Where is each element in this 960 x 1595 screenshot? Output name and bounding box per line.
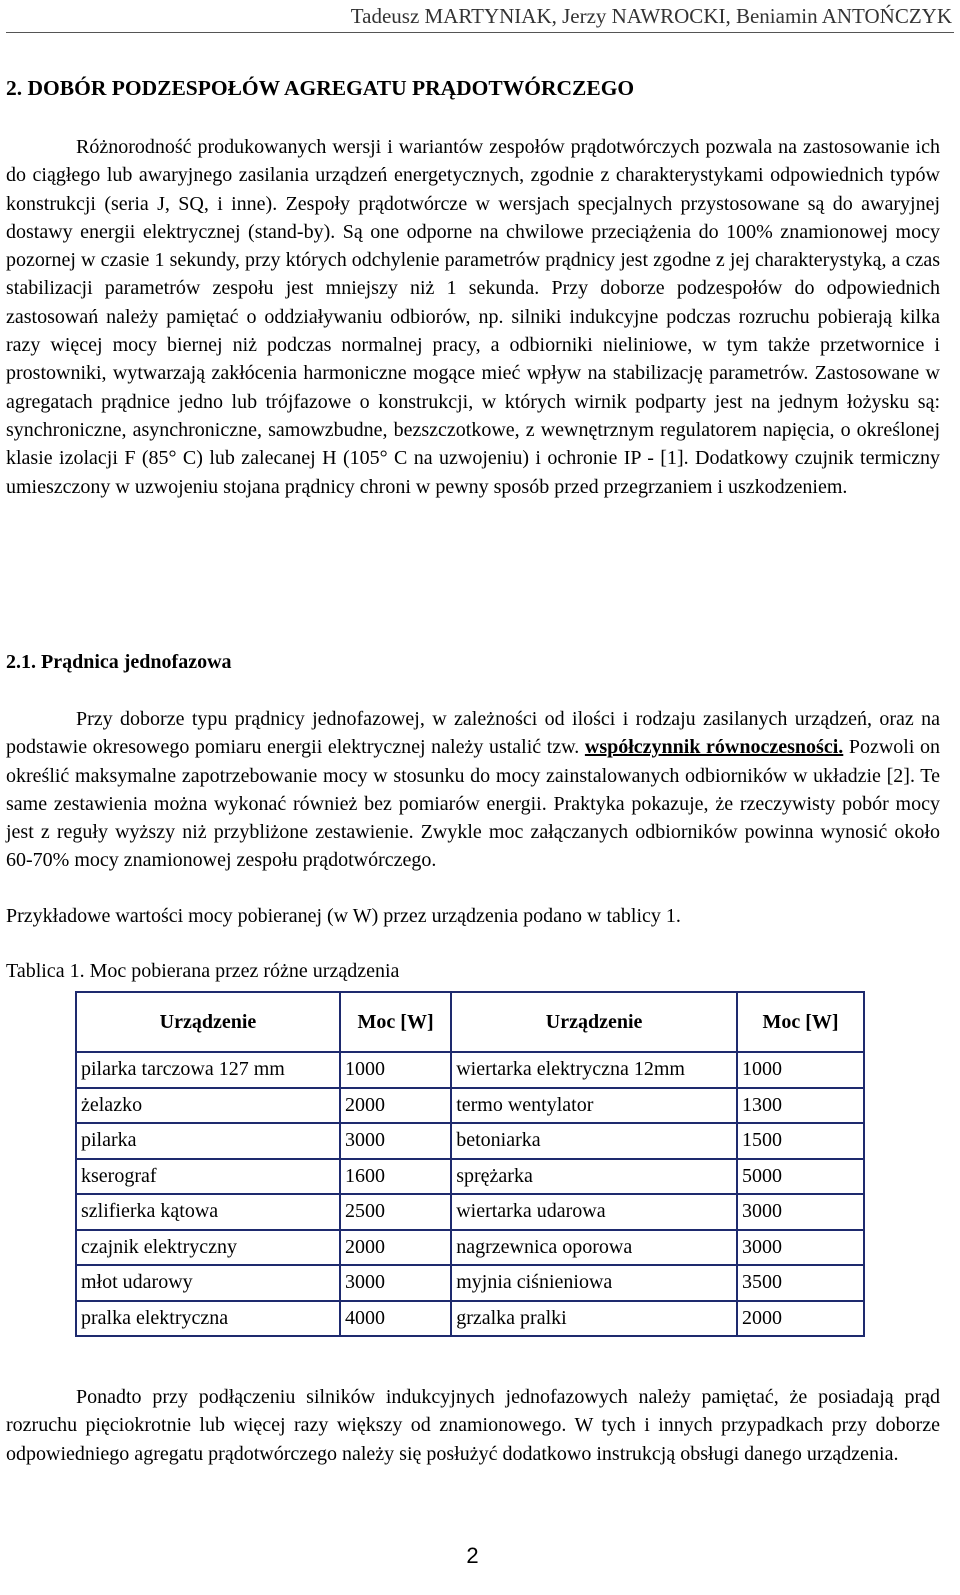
cell-device: sprężarka: [451, 1159, 737, 1195]
cell-device: młot udarowy: [76, 1265, 340, 1301]
table-row: [76, 1159, 864, 1195]
table-row: [76, 1301, 864, 1337]
paragraph-generator: [6, 705, 940, 875]
cell-power: 1000: [737, 1052, 864, 1088]
cell-power: 2000: [340, 1230, 451, 1266]
cell-power: 3000: [340, 1265, 451, 1301]
cell-device: szlifierka kątowa: [76, 1194, 340, 1230]
cell-device: myjnia ciśnieniowa: [451, 1265, 737, 1301]
cell-power: 2000: [737, 1301, 864, 1337]
cell-power: 1300: [737, 1088, 864, 1124]
cell-device: grzalka pralki: [451, 1301, 737, 1337]
cell-device: kserograf: [76, 1159, 340, 1195]
table-row: [76, 1123, 864, 1159]
paragraph-generator-text-b: Pozwoli on określić maksymalne zapotrzebowanie mocy w stosunku do mocy zainstalowanych odbiorników w układzie [2]. Te same zestawienia można wykonać również bez pomiarów energii. Praktyka pokazuje, że rzeczywisty pobór mocy jest z reguły wyższy niż przybliżone zestawienie. Zwykle moc załączanych odbiorników powinna wynosić około 60-70% mocy znamionowej zespołu prądotwórczego.: [6, 736, 940, 872]
table-row: [76, 1088, 864, 1124]
cell-device: żelazko: [76, 1088, 340, 1124]
cell-device: termo wentylator: [451, 1088, 737, 1124]
paragraph-table-intro: Przykładowe wartości mocy pobieranej (w W) przez urządzenia podano w tablicy 1.: [6, 905, 681, 927]
table-row: [76, 1194, 864, 1230]
cell-device: wiertarka elektryczna 12mm: [451, 1052, 737, 1088]
paragraph-closing-text: Ponadto przy podłączeniu silników indukcyjnych jednofazowych należy pamiętać, że posiadają prąd rozruchu pięciokrotnie lub więcej razy większy od znamionowego. W tych i innych przypadkach przy doborze odpowiedniego agregatu prądotwórczego należy się posłużyć dodatkowo instrukcją obsługi danego urządzenia.: [6, 1386, 940, 1465]
cell-device: pralka elektryczna: [76, 1301, 340, 1337]
running-header: Tadeusz MARTYNIAK, Jerzy NAWROCKI, Beniamin ANTOŃCZYK: [350, 4, 952, 28]
power-table: [75, 991, 865, 1337]
cell-power: 5000: [737, 1159, 864, 1195]
cell-power: 1600: [340, 1159, 451, 1195]
cell-power: 3000: [737, 1230, 864, 1266]
cell-power: 1500: [737, 1123, 864, 1159]
subsection-heading: 2.1. Prądnica jednofazowa: [6, 651, 232, 673]
header-device: Urządzenie: [76, 992, 340, 1052]
cell-device: nagrzewnica oporowa: [451, 1230, 737, 1266]
header-power: Moc [W]: [737, 992, 864, 1052]
paragraph-intro-text: Różnorodność produkowanych wersji i wariantów zespołów prądotwórczych pozwala na zastosowanie ich do ciągłego lub awaryjnego zasilania urządzeń energetycznych, zgodnie z charakterystykami odpowiednich typów konstrukcji (seria J, SQ, i inne). Zespoły prądotwórcze w wersjach specjalnych przystosowane są do awaryjnej dostawy energii elektrycznej (stand-by). Są one odporne na chwilowe przeciążenia do 100% znamionowej mocy pozornej w czasie 1 sekundy, przy których odchylenie parametrów prądnicy jest zgodne z jej charakterystyką, a czas stabilizacji parametrów zespołu jest mniejszy niż 1 sekunda. Przy doborze podzespołów do odpowiednich zastosowań należy pamiętać o oddziaływaniu odbiorów, np. silniki indukcyjne podczas rozruchu pobierają kilka razy więcej mocy biernej niż podczas normalnej pracy, a odbiorniki nieliniowe, w tym także przetwornice i prostowniki, wytwarzają zakłócenia harmoniczne mogące mieć wpływ na stabilizację parametrów. Zastosowane w agregatach prądnice jedno lub trójfazowe o konstrukcji, w których wirnik podparty jest na jednym łożysku są: synchroniczne, asynchroniczne, samowzbudne, bezszczotkowe, z wewnętrznym regulatorem napięcia, o określonej klasie izolacji F (85° C) lub zalecanej H (105° C na uzwojeniu) i ochronie IP - [1]. Dodatkowy czujnik termiczny umieszczony w uzwojeniu stojana prądnicy chroni w pewny sposób przed przegrzaniem i uszkodzeniem.: [6, 136, 940, 498]
header-device: Urządzenie: [451, 992, 737, 1052]
header-rule: [6, 32, 954, 33]
table-row: [76, 1265, 864, 1301]
cell-power: 4000: [340, 1301, 451, 1337]
cell-device: pilarka: [76, 1123, 340, 1159]
paragraph-intro: [6, 133, 940, 501]
cell-power: 3000: [737, 1194, 864, 1230]
table-row: [76, 1230, 864, 1266]
cell-device: czajnik elektryczny: [76, 1230, 340, 1266]
cell-power: 2000: [340, 1088, 451, 1124]
paragraph-generator-text-a: Przy doborze typu prądnicy jednofazowej, w zależności od ilości i rodzaju zasilanych urządzeń, oraz na podstawie okresowego pomiaru energii elektrycznej należy ustalić tzw.: [6, 708, 940, 759]
page-number: 2: [466, 1543, 479, 1568]
cell-power: 1000: [340, 1052, 451, 1088]
cell-power: 3500: [737, 1265, 864, 1301]
cell-power: 2500: [340, 1194, 451, 1230]
table-header-row: [76, 992, 864, 1052]
table-row: [76, 1052, 864, 1088]
table-caption: Tablica 1. Moc pobierana przez różne urządzenia: [6, 960, 400, 982]
section-heading: 2. DOBÓR PODZESPOŁÓW AGREGATU PRĄDOTWÓRCZEGO: [6, 76, 635, 100]
cell-power: 3000: [340, 1123, 451, 1159]
cell-device: betoniarka: [451, 1123, 737, 1159]
header-power: Moc [W]: [340, 992, 451, 1052]
cell-device: pilarka tarczowa 127 mm: [76, 1052, 340, 1088]
cell-device: wiertarka udarowa: [451, 1194, 737, 1230]
term-simultaneity-factor: współczynnik równoczesności.: [584, 736, 844, 759]
paragraph-closing: [6, 1383, 940, 1468]
